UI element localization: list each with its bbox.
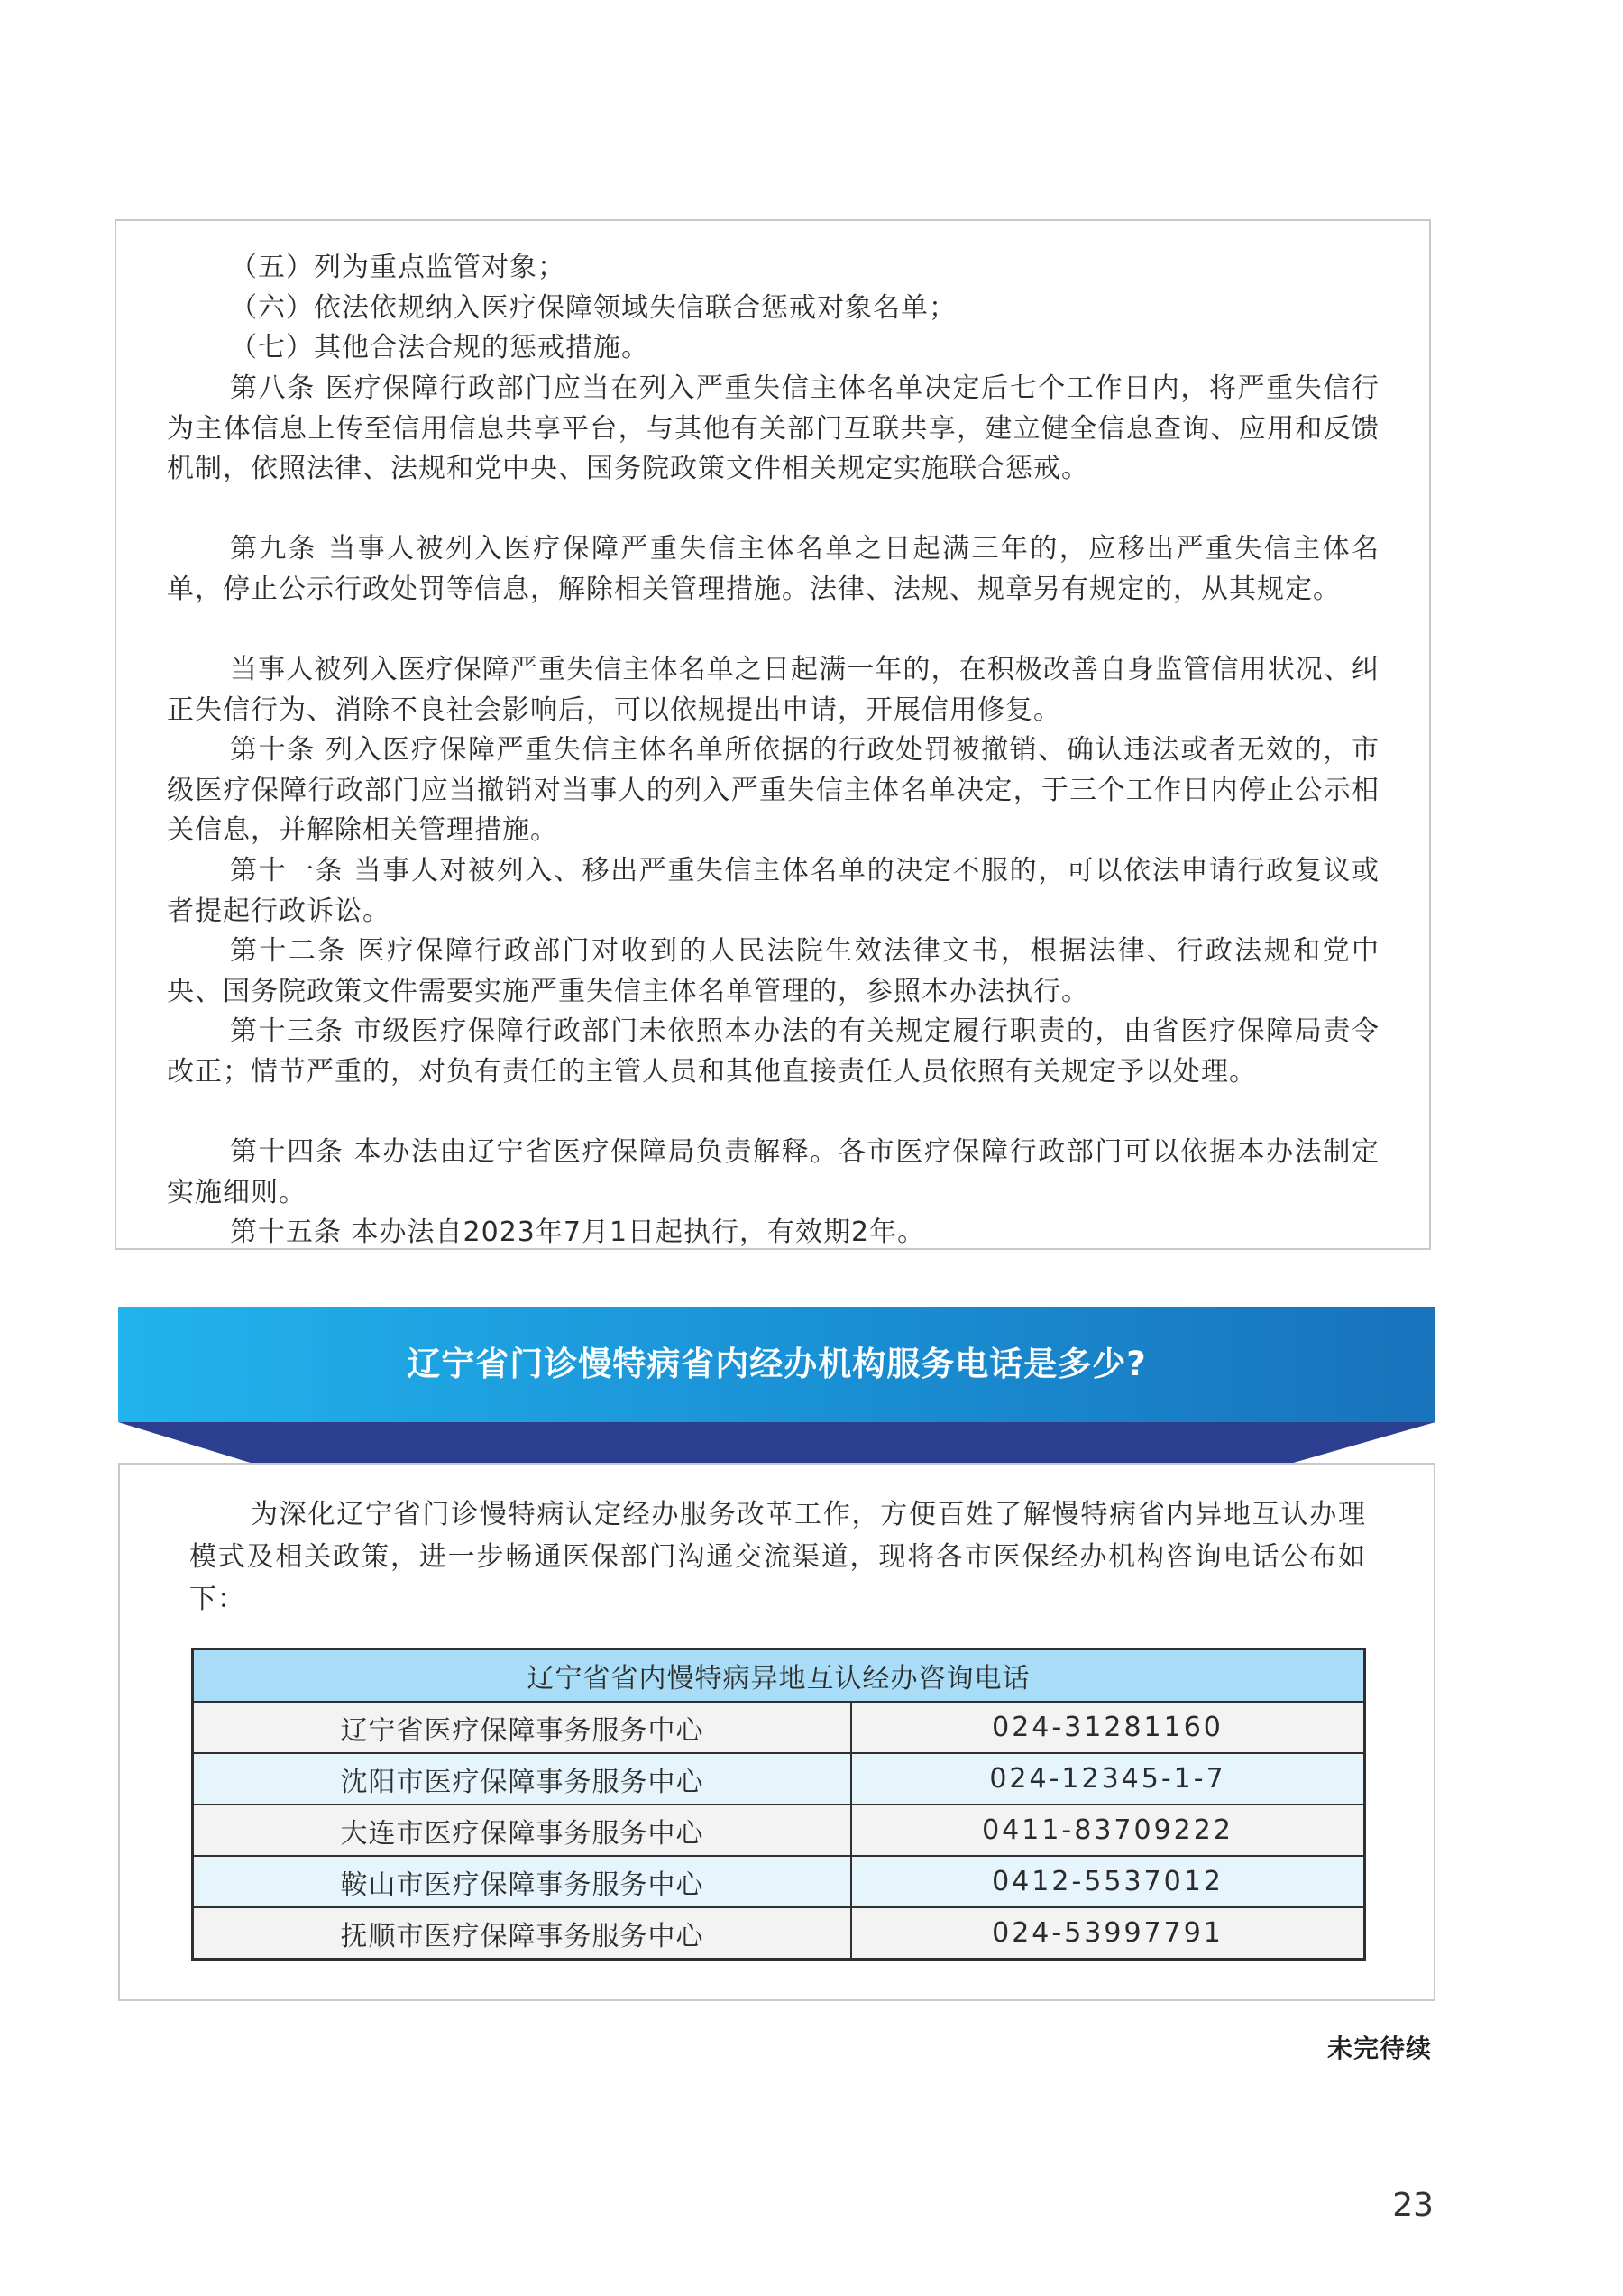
article-paragraph: 第九条 当事人被列入医疗保障严重失信主体名单之日起满三年的，应移出严重失信主体名单，停止公示行政处罚等信息，解除相关管理措施。法律、法规、规章另有规定的，从其规定。 [167,533,1380,605]
phone-number: 024-12345-1-7 [851,1753,1365,1805]
banner-shadow [118,1422,1435,1465]
article-paragraph: 第十五条 本办法自2023年7月1日起执行，有效期2年。 [230,1217,926,1248]
to-be-continued-label: 未完待续 [1326,2034,1432,2063]
article-paragraph: （六）依法依规纳入医疗保障领域失信联合惩戒对象名单； [230,292,957,324]
article-paragraph: 第十二条 医疗保障行政部门对收到的人民法院生效法律文书，根据法律、行政法规和党中央、国务院政策文件需要实施严重失信主体名单管理的，参照本办法执行。 [167,935,1380,1007]
article-paragraph: 第十四条 本办法由辽宁省医疗保障局负责解释。各市医疗保障行政部门可以依据本办法制定实施细则。 [167,1136,1380,1208]
table-row [193,1753,1365,1805]
phone-number: 0412-5537012 [851,1856,1365,1907]
section-title: 辽宁省门诊慢特病省内经办机构服务电话是多少? [407,1345,1147,1383]
table-row [193,1907,1365,1960]
table-header-row [193,1649,1365,1703]
table-row [193,1856,1365,1907]
phone-table [191,1648,1366,1961]
office-name: 辽宁省医疗保障事务服务中心 [193,1702,852,1753]
office-name: 鞍山市医疗保障事务服务中心 [193,1856,852,1907]
office-name: 大连市医疗保障事务服务中心 [193,1805,852,1856]
article-paragraph: 第十三条 市级医疗保障行政部门未依照本办法的有关规定履行职责的，由省医疗保障局责令改正；情节严重的，对负有责任的主管人员和其他直接责任人员依照有关规定予以处理。 [167,1015,1380,1088]
article-paragraph: （五）列为重点监管对象； [230,252,565,283]
phone-number: 0411-83709222 [851,1805,1365,1856]
intro-paragraph: 为深化辽宁省门诊慢特病认定经办服务改革工作，方便百姓了解慢特病省内异地互认办理模式及相关政策，进一步畅通医保部门沟通交流渠道，现将各市医保经办机构咨询电话公布如下： [189,1499,1366,1615]
article-paragraph: 当事人被列入医疗保障严重失信主体名单之日起满一年的，在积极改善自身监管信用状况、纠正失信行为、消除不良社会影响后，可以依规提出申请，开展信用修复。 [167,654,1380,726]
article-paragraph: 第十条 列入医疗保障严重失信主体名单所依据的行政处罚被撤销、确认违法或者无效的，市级医疗保障行政部门应当撤销对当事人的列入严重失信主体名单决定，于三个工作日内停止公示相关信息，并解除相关管理措施。 [167,734,1380,847]
table-row [193,1805,1365,1856]
office-name: 沈阳市医疗保障事务服务中心 [193,1753,852,1805]
article-paragraph: （七）其他合法合规的惩戒措施。 [230,332,649,363]
banner-shadow-shape [118,1422,1435,1464]
article-paragraph: 第十一条 当事人对被列入、移出严重失信主体名单的决定不服的，可以依法申请行政复议或者提起行政诉讼。 [167,855,1380,927]
page-number: 23 [1392,2187,1434,2224]
office-name: 抚顺市医疗保障事务服务中心 [193,1907,852,1960]
phone-number: 024-53997791 [851,1907,1365,1960]
table-row [193,1702,1365,1753]
table-header: 辽宁省省内慢特病异地互认经办咨询电话 [193,1649,1365,1703]
phone-number: 024-31281160 [851,1702,1365,1753]
article-paragraph: 第八条 医疗保障行政部门应当在列入严重失信主体名单决定后七个工作日内，将严重失信行为主体信息上传至信用信息共享平台，与其他有关部门互联共享，建立健全信息查询、应用和反馈机制，依照法律、法规和党中央、国务院政策文件相关规定实施联合惩戒。 [167,372,1380,485]
